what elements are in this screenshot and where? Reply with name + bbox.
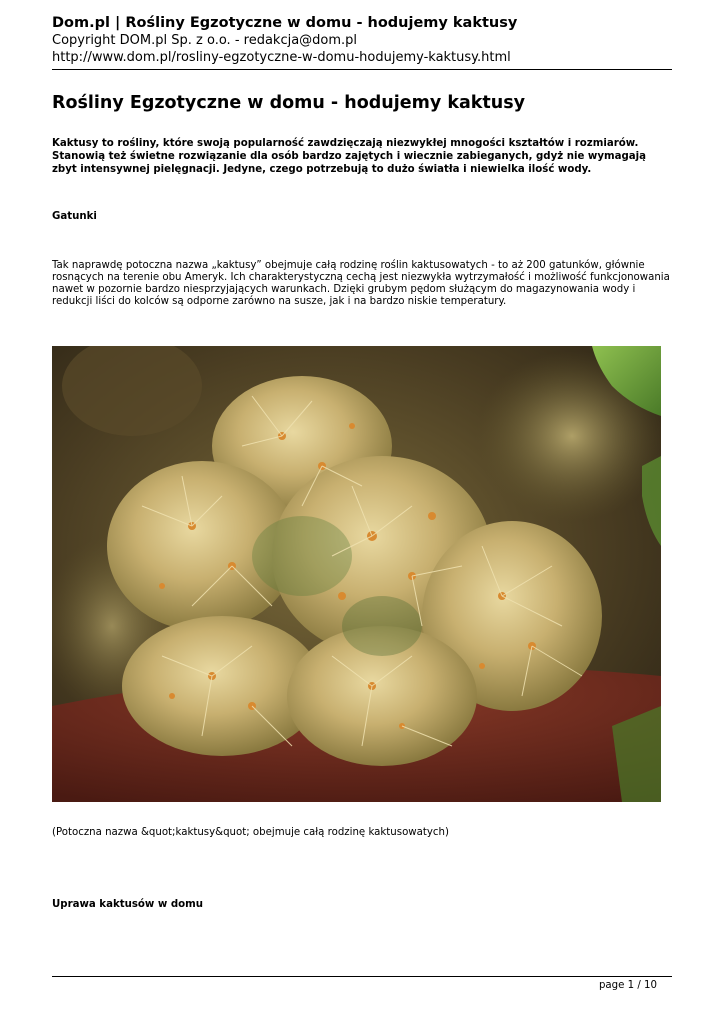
header-url: http://www.dom.pl/rosliny-egzotyczne-w-domu-hodujemy-kaktusy.html [52,50,511,65]
section-heading-gatunki: Gatunki [52,211,97,222]
header-copyright: Copyright DOM.pl Sp. z o.o. - redakcja@dom.pl [52,33,358,48]
image-caption: (Potoczna nazwa &quot;kaktusy&quot; obejmuje całą rodzinę kaktusowatych) [52,827,449,838]
page-number: page 1 / 10 [598,980,657,991]
header-title: Dom.pl | Rośliny Egzotyczne w domu - hodujemy kaktusy [52,15,518,31]
cactus-photo [52,346,661,802]
document-header [52,14,672,70]
section-body-gatunki: Tak naprawdę potoczna nazwa „kaktusy” obejmuje całą rodzinę roślin kaktusowatych - to aż 200 gatunków, głównie rosnących na terenie obu Ameryk. Ich charakterystyczną cechą jest niezwykła wytrzymałość i możliwość funkcjonowania nawet w pozornie bardzo niesprzyjających warunkach. Dzięki grubym pędom służącym do magazynowania wody i redukcji liści do kolców są odporne zarówno na susze, jak i na bardzo niskie temperatury. [52,260,670,307]
article-lead: Kaktusy to rośliny, które swoją popularność zawdzięczają niezwykłej mnogości kształtów i rozmiarów. Stanowią też świetne rozwiązanie dla osób bardzo zajętych i wiecznie zabieganych, gdyż nie wymagają zbyt intensywnej pielęgnacji. Jedyne, czego potrzebują to dużo światła i niewielka ilość wody. [52,138,646,175]
article-title: Rośliny Egzotyczne w domu - hodujemy kaktusy [52,93,526,113]
section-heading-uprawa: Uprawa kaktusów w domu [52,899,203,910]
footer-divider [52,976,672,977]
